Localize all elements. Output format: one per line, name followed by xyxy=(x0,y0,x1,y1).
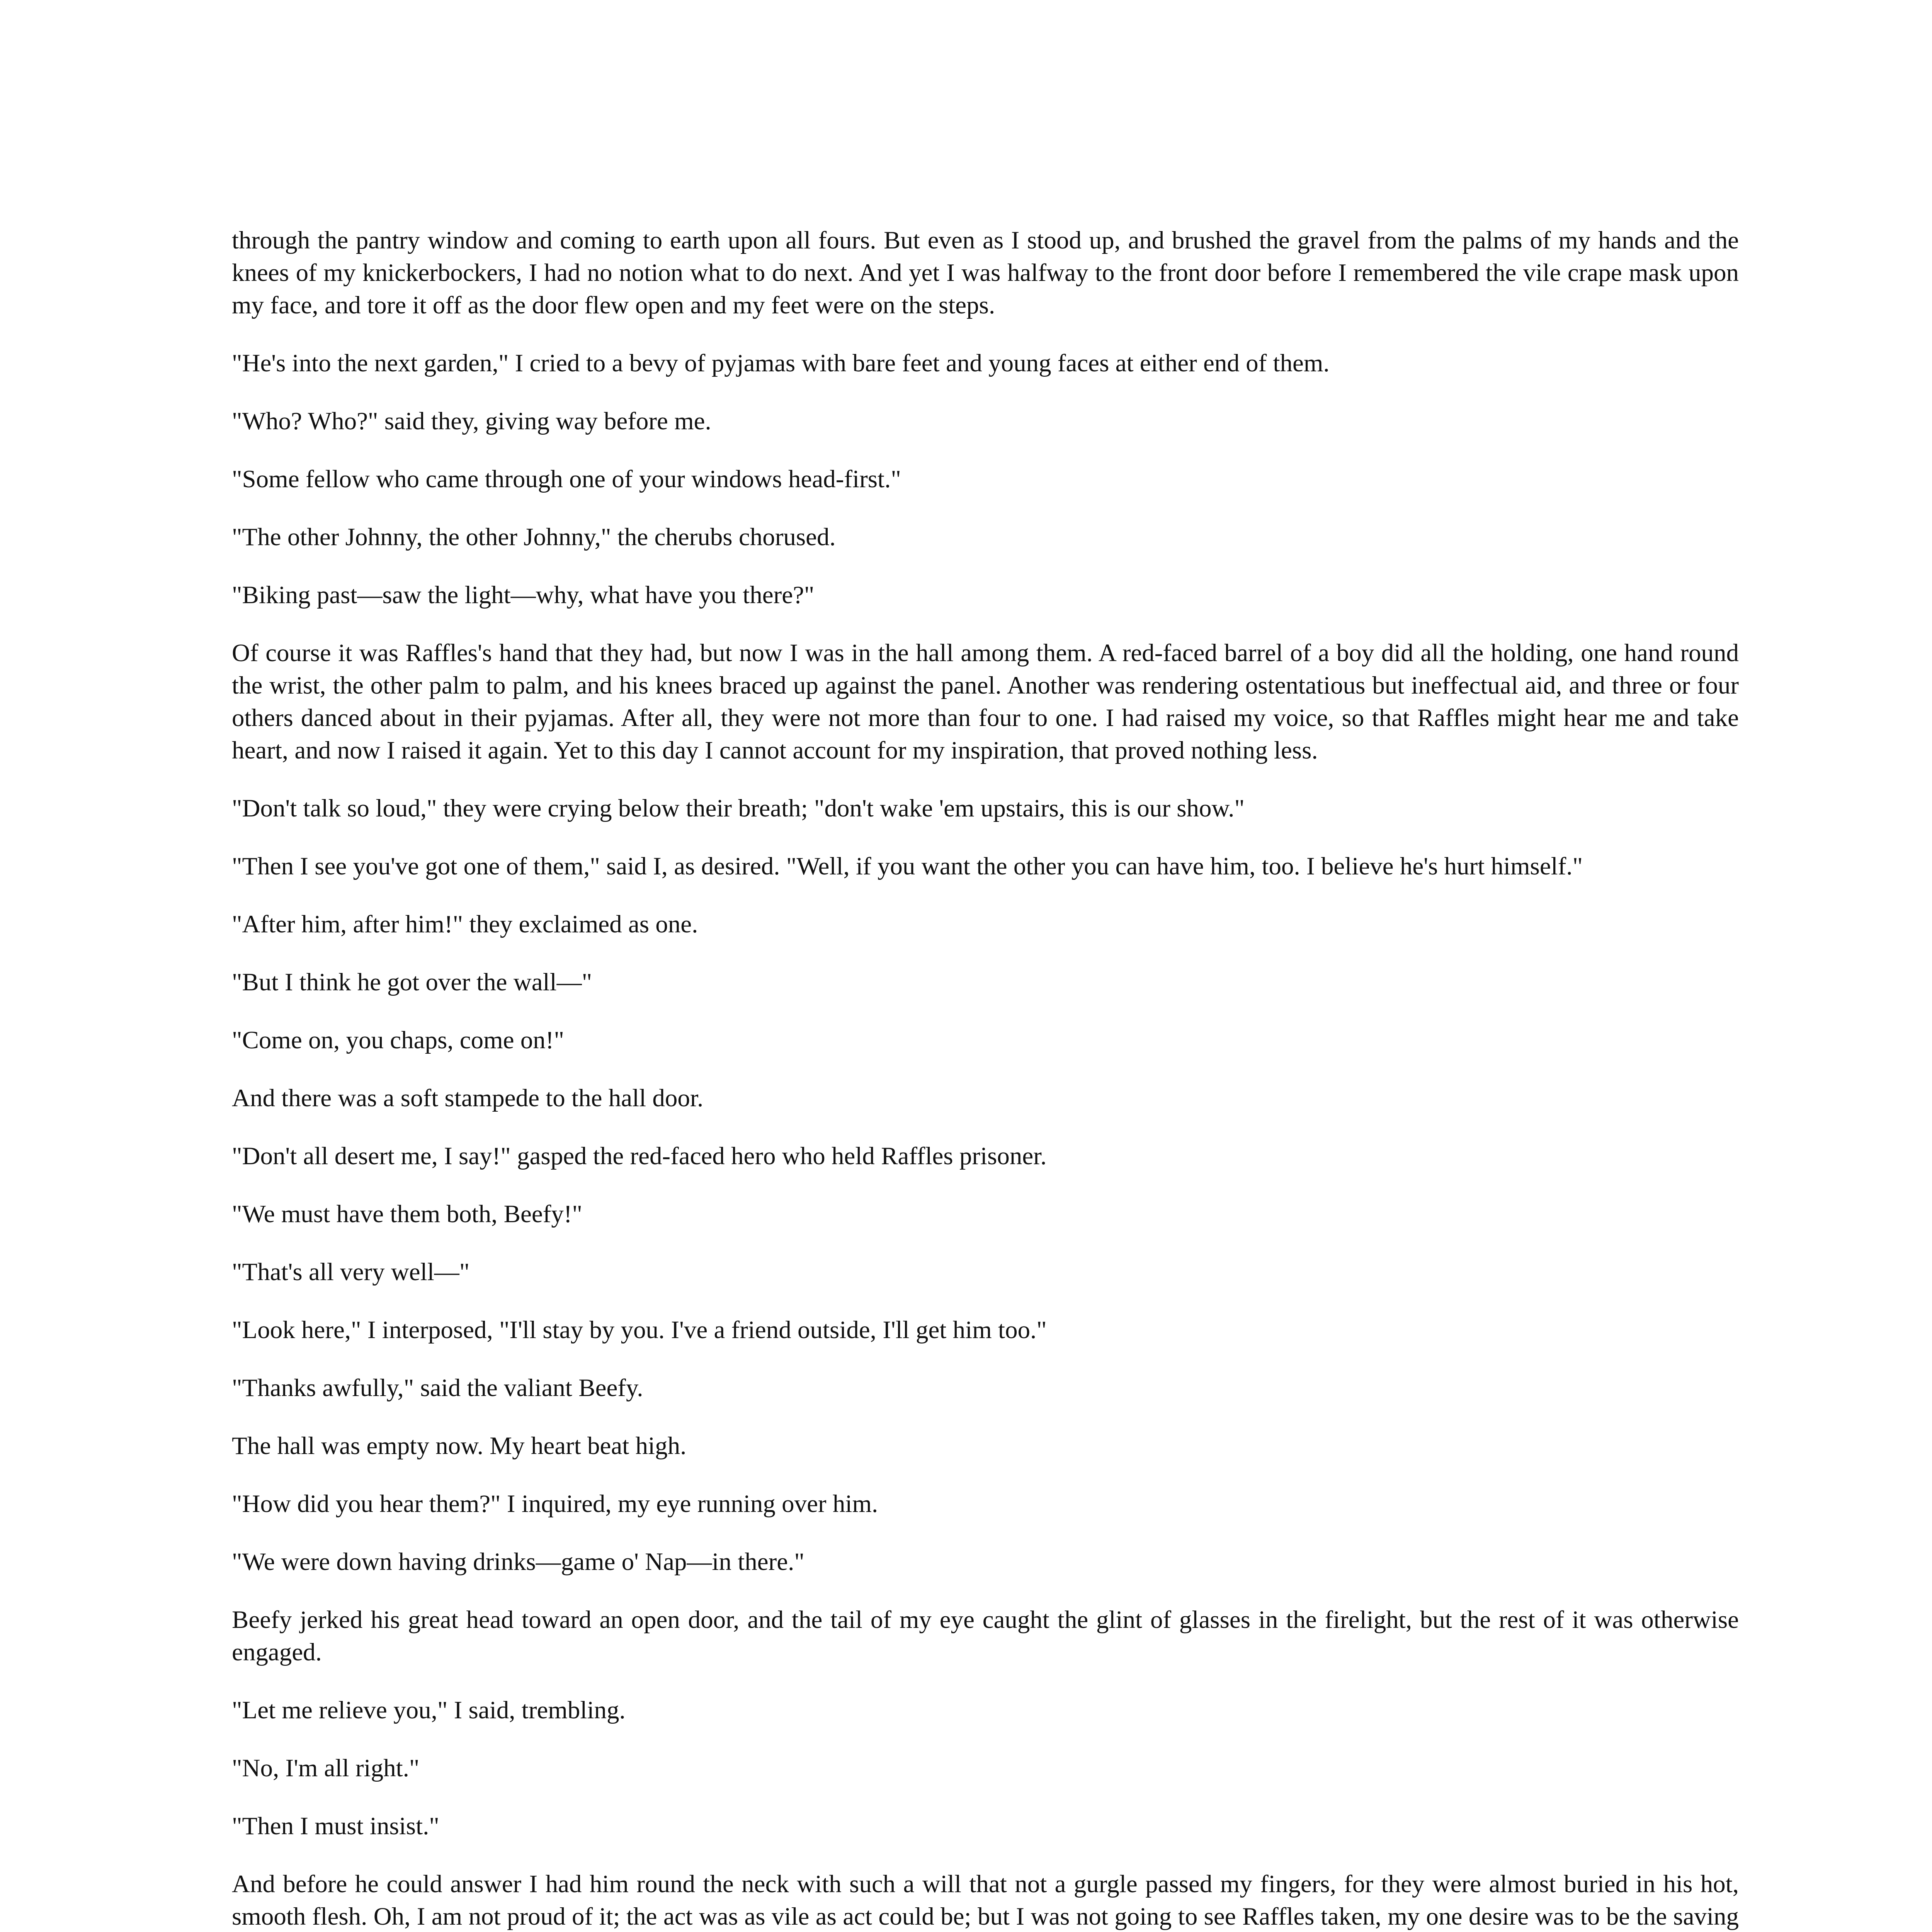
paragraph: "No, I'm all right." xyxy=(232,1754,420,1782)
paragraph: "Don't all desert me, I say!" gasped the red-faced hero who held Raffles prisoner. xyxy=(232,1142,1047,1170)
paragraph: "Biking past—saw the light—why, what have you there?" xyxy=(232,581,815,609)
paragraph: "Thanks awfully," said the valiant Beefy. xyxy=(232,1374,643,1402)
paragraph: And before he could answer I had him round the neck with such a will that not a gurgle passed my fingers, for they were almost buried in his hot, smooth flesh. Oh, I am not proud of it; the act was as vile as act could be; but I was not going to see Raffles taken, my one desire was to be the saving xyxy=(232,1870,1739,1930)
paragraph: "But I think he got over the wall—" xyxy=(232,968,592,996)
paragraph: "Then I must insist." xyxy=(232,1812,439,1840)
paragraph: "Then I see you've got one of them," said I, as desired. "Well, if you want the other you can have him, too. I believe he's hurt himself." xyxy=(232,852,1583,880)
page-text xyxy=(232,224,1739,1932)
paragraph: through the pantry window and coming to earth upon all fours. But even as I stood up, and brushed the gravel from the palms of my hands and the knees of my knickerbockers, I had no notion what to do next. And yet I was halfway to the front door before I remembered the vile crape mask upon my face, and tore it off as the door flew open and my feet were on the steps. xyxy=(232,226,1739,319)
paragraph: "Some fellow who came through one of your windows head-first." xyxy=(232,465,901,493)
paragraph: Of course it was Raffles's hand that they had, but now I was in the hall among them. A red-faced barrel of a boy did all the holding, one hand round the wrist, the other palm to palm, and his knees braced up against the panel. Another was rendering ostentatious but ineffectual aid, and three or four others danced about in their pyjamas. After all, they were not more than four to one. I had raised my voice, so that Raffles might hear me and take heart, and now I raised it again. Yet to this day I cannot account for my inspiration, that proved nothing less. xyxy=(232,639,1739,764)
paragraph: "Let me relieve you," I said, trembling. xyxy=(232,1696,626,1724)
paragraph: Beefy jerked his great head toward an open door, and the tail of my eye caught the glint of glasses in the firelight, but the rest of it was otherwise engaged. xyxy=(232,1606,1739,1666)
paragraph: "Don't talk so loud," they were crying below their breath; "don't wake 'em upstairs, this is our show." xyxy=(232,794,1245,822)
paragraph: The hall was empty now. My heart beat high. xyxy=(232,1432,687,1460)
paragraph: "We must have them both, Beefy!" xyxy=(232,1200,583,1228)
paragraph: "Who? Who?" said they, giving way before me. xyxy=(232,407,711,435)
paragraph: "He's into the next garden," I cried to a bevy of pyjamas with bare feet and young faces at either end of them. xyxy=(232,349,1330,377)
paragraph: "After him, after him!" they exclaimed as one. xyxy=(232,910,698,938)
paragraph: And there was a soft stampede to the hall door. xyxy=(232,1084,704,1112)
paragraph: "We were down having drinks—game o' Nap—in there." xyxy=(232,1548,804,1576)
paragraph: "Look here," I interposed, "I'll stay by you. I've a friend outside, I'll get him too." xyxy=(232,1316,1047,1344)
paragraph: "Come on, you chaps, come on!" xyxy=(232,1026,564,1054)
paragraph: "That's all very well—" xyxy=(232,1258,470,1286)
paragraph: "The other Johnny, the other Johnny," the cherubs chorused. xyxy=(232,523,836,551)
paragraph: "How did you hear them?" I inquired, my eye running over him. xyxy=(232,1490,878,1518)
